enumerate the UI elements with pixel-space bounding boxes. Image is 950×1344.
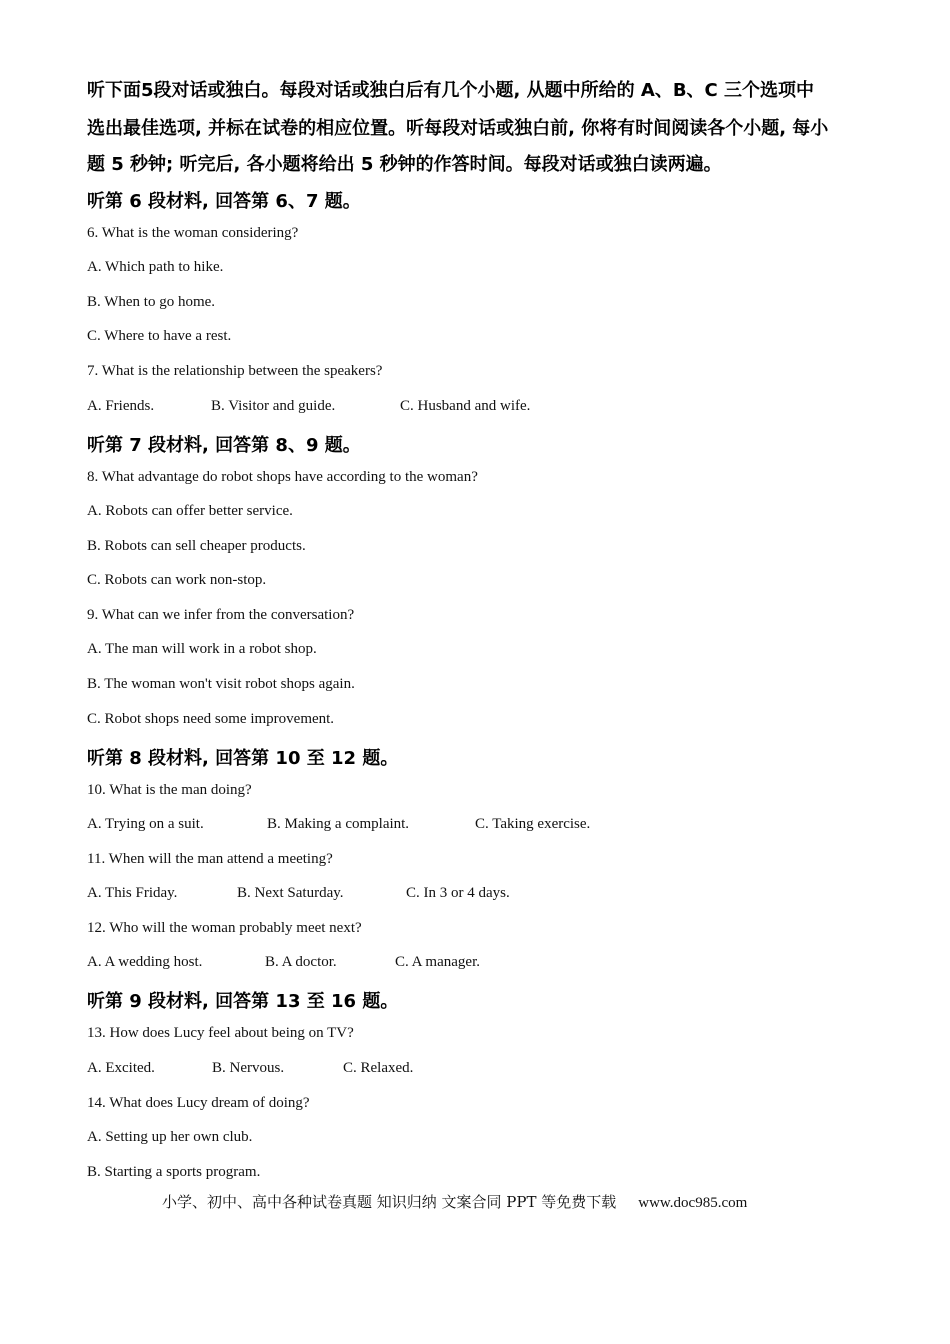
- question-10-option-a: A. Trying on a suit.: [87, 816, 204, 832]
- question-7-option-b: B. Visitor and guide.: [211, 398, 336, 414]
- footer-text: 小学、初中、高中各种试卷真题 知识归纳 文案合同 PPT 等免费下载: [162, 1193, 617, 1211]
- section-heading-6: 听第 6 段材料, 回答第 6、7 题。: [87, 191, 361, 212]
- question-8-option-a: A. Robots can offer better service.: [87, 503, 293, 519]
- question-12-option-b: B. A doctor.: [265, 954, 337, 970]
- question-12-option-a: A. A wedding host.: [87, 954, 203, 970]
- question-14-option-a: A. Setting up her own club.: [87, 1129, 253, 1145]
- question-13: 13. How does Lucy feel about being on TV?: [87, 1025, 354, 1041]
- instructions-line-3: 题 5 秒钟; 听完后, 各小题将给出 5 秒钟的作答时间。每段对话或独白读两遍。: [87, 154, 722, 175]
- question-13-option-b: B. Nervous.: [212, 1060, 285, 1076]
- question-6: 6. What is the woman considering?: [87, 225, 299, 241]
- section-heading-8: 听第 8 段材料, 回答第 10 至 12 题。: [87, 748, 399, 769]
- question-6-option-c: C. Where to have a rest.: [87, 328, 232, 344]
- instructions-line-1: 听下面5段对话或独白。每段对话或独白后有几个小题, 从题中所给的 A、B、C 三个选项中: [87, 80, 815, 101]
- question-13-option-a: A. Excited.: [87, 1060, 155, 1076]
- question-7: 7. What is the relationship between the speakers?: [87, 363, 383, 379]
- question-6-option-a: A. Which path to hike.: [87, 259, 224, 275]
- question-8-option-b: B. Robots can sell cheaper products.: [87, 538, 306, 554]
- question-7-option-a: A. Friends.: [87, 398, 155, 414]
- question-10-option-c: C. Taking exercise.: [475, 816, 591, 832]
- question-14-option-b: B. Starting a sports program.: [87, 1164, 261, 1180]
- question-6-option-b: B. When to go home.: [87, 294, 216, 310]
- question-8: 8. What advantage do robot shops have according to the woman?: [87, 469, 478, 485]
- question-9-option-c: C. Robot shops need some improvement.: [87, 711, 335, 727]
- question-7-option-c: C. Husband and wife.: [400, 398, 531, 414]
- question-10-option-b: B. Making a complaint.: [267, 816, 410, 832]
- question-12: 12. Who will the woman probably meet next?: [87, 920, 362, 936]
- question-9: 9. What can we infer from the conversation?: [87, 607, 355, 623]
- page-footer: [162, 1191, 747, 1212]
- question-10: 10. What is the man doing?: [87, 782, 252, 798]
- question-13-option-c: C. Relaxed.: [343, 1060, 414, 1076]
- question-9-option-a: A. The man will work in a robot shop.: [87, 641, 317, 657]
- footer-url[interactable]: www.doc985.com: [638, 1195, 748, 1211]
- question-11-option-b: B. Next Saturday.: [237, 885, 344, 901]
- question-14: 14. What does Lucy dream of doing?: [87, 1095, 310, 1111]
- question-11-option-c: C. In 3 or 4 days.: [406, 885, 510, 901]
- question-11-option-a: A. This Friday.: [87, 885, 178, 901]
- question-11: 11. When will the man attend a meeting?: [87, 851, 333, 867]
- question-12-option-c: C. A manager.: [395, 954, 480, 970]
- instructions-line-2: 选出最佳选项, 并标在试卷的相应位置。听每段对话或独白前, 你将有时间阅读各个小题, 每小: [87, 118, 829, 139]
- section-heading-7: 听第 7 段材料, 回答第 8、9 题。: [87, 435, 361, 456]
- question-9-option-b: B. The woman won't visit robot shops again.: [87, 676, 355, 692]
- question-8-option-c: C. Robots can work non-stop.: [87, 572, 267, 588]
- section-heading-9: 听第 9 段材料, 回答第 13 至 16 题。: [87, 991, 399, 1012]
